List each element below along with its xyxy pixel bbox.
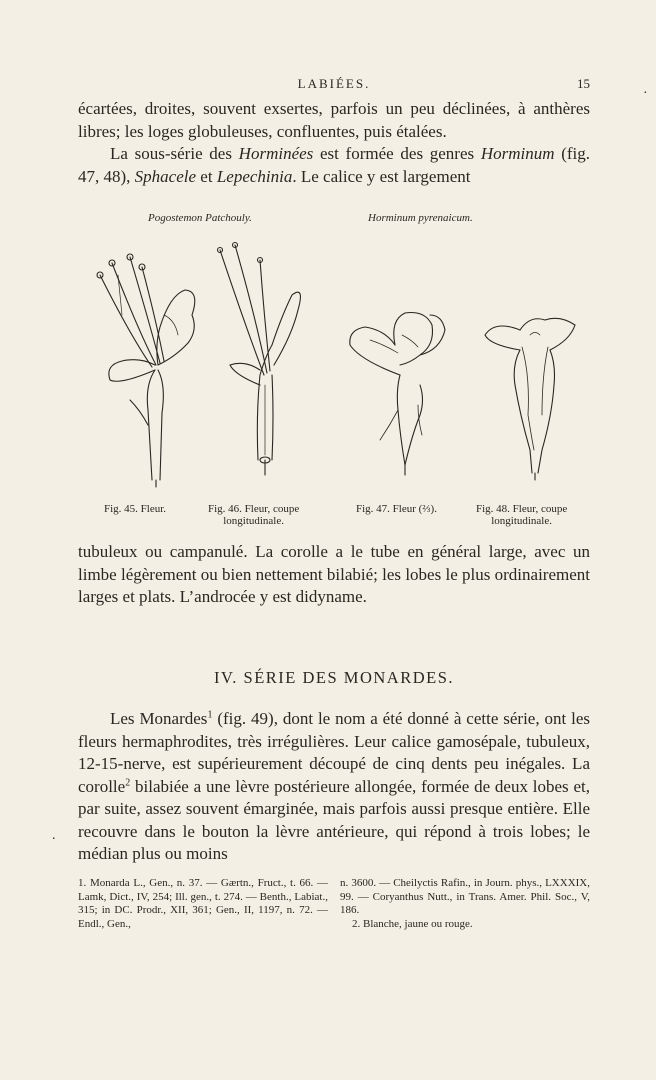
text-run: Les Monardes: [110, 709, 208, 728]
taxon-name: Sphacele: [134, 166, 197, 186]
footnote-1-end: n. 3600. — Cheilyctis Rafin., in Journ. phys., LXXXIX, 99. — Coryanthus Nutt., in Trans. Amer. Phil. Soc., V, 186.: [340, 877, 590, 916]
taxon-name: Lepechinia: [216, 166, 293, 186]
fig46-label-line2: longitudinale.: [223, 515, 284, 527]
taxon-name: Horminées: [238, 144, 314, 163]
footnote-column-left: [78, 877, 328, 931]
fig47-label: Fig. 47. Fleur (⅔).: [356, 503, 437, 515]
page-number: 15: [577, 76, 590, 91]
section-title: IV. SÉRIE DES MONARDES.: [213, 668, 454, 687]
fig48-section-drawing: [485, 318, 575, 480]
text-run: . Le calice y est largement: [292, 166, 471, 186]
footnote-ref: 1: [207, 709, 213, 721]
footnote-ref: 2: [125, 776, 131, 788]
figure-title-pogostemon: Pogostemon Patchouly.: [148, 212, 252, 224]
fig46-label-line1: Fig. 46. Fleur, coupe: [208, 503, 300, 515]
running-head: [78, 76, 590, 94]
paragraph-continuation: écartées, droites, souvent exsertes, parfois un peu déclinées, à anthères libres; les loges globuleuses, confluentes, puis étalées.: [78, 99, 590, 141]
text-run: est formée des genres: [313, 144, 481, 163]
text-run: (fig. 49), dont le nom a été donné à cette série, ont les fleurs hermaphrodites, très irrégulières. Leur calice gamosépale, tubuleux, 12-15-nerve, est supérieurement découpé de cinq dents peu inégales. La corolle: [78, 709, 591, 796]
paragraph-monardes: [78, 708, 590, 866]
taxon-name: Horminum: [480, 144, 555, 163]
flower-engravings: [60, 235, 600, 495]
fig48-label-line1: Fig. 48. Fleur, coupe: [476, 503, 568, 515]
text-run: bilabiée a une lèvre postérieure allongée, formée de deux lobes et, par suite, assez souvent émarginée, mais parfois aussi presque entière. Elle recouvre dans le bouton la lèvre antérieure, qui répond à trois lobes; le médian plus ou moins: [78, 776, 590, 863]
footnote-1-start: 1. Monarda L., Gen., n. 37. — Gærtn., Fruct., t. 66. — Lamk, Dict., IV, 254; Ill. gen., t. 274. — Benth., Labiat., 315; in DC. Prodr., XII, 361; Gen., II, 1197, n. 72. — Endl., Gen.,: [78, 877, 328, 930]
text-run: et: [196, 166, 217, 186]
fig45-label: Fig. 45. Fleur.: [104, 503, 167, 515]
footnote-2: 2. Blanche, jaune ou rouge.: [352, 917, 473, 930]
margin-dot: .: [52, 828, 56, 843]
paragraph-top: [78, 98, 590, 188]
fig46-label: [208, 503, 299, 527]
running-head-title: LABIÉES.: [297, 76, 371, 91]
botanical-illustrations: [60, 235, 600, 495]
margin-mark: ·: [643, 86, 648, 101]
text-run: La sous-série des: [110, 144, 239, 163]
paragraph-calice: tubuleux ou campanulé. La corolle a le tube en général large, avec un limbe légèrement ou bien nettement bilabié; les lobes le plus ordinairement larges et plats. L’androcée y est didyname.: [78, 542, 590, 606]
fig48-label-line2: longitudinale.: [491, 515, 552, 527]
footnote-column-right: [340, 877, 590, 931]
fig48-label: [476, 503, 567, 527]
fig45-flower-drawing: [97, 254, 195, 487]
fig47-flower-drawing: [350, 313, 445, 476]
fig46-section-drawing: [218, 243, 301, 476]
paragraph-horminees: [78, 143, 590, 188]
text-run: (fig. 47, 48),: [78, 144, 590, 186]
figure-title-horminum: Horminum pyrenaicum.: [368, 212, 473, 224]
